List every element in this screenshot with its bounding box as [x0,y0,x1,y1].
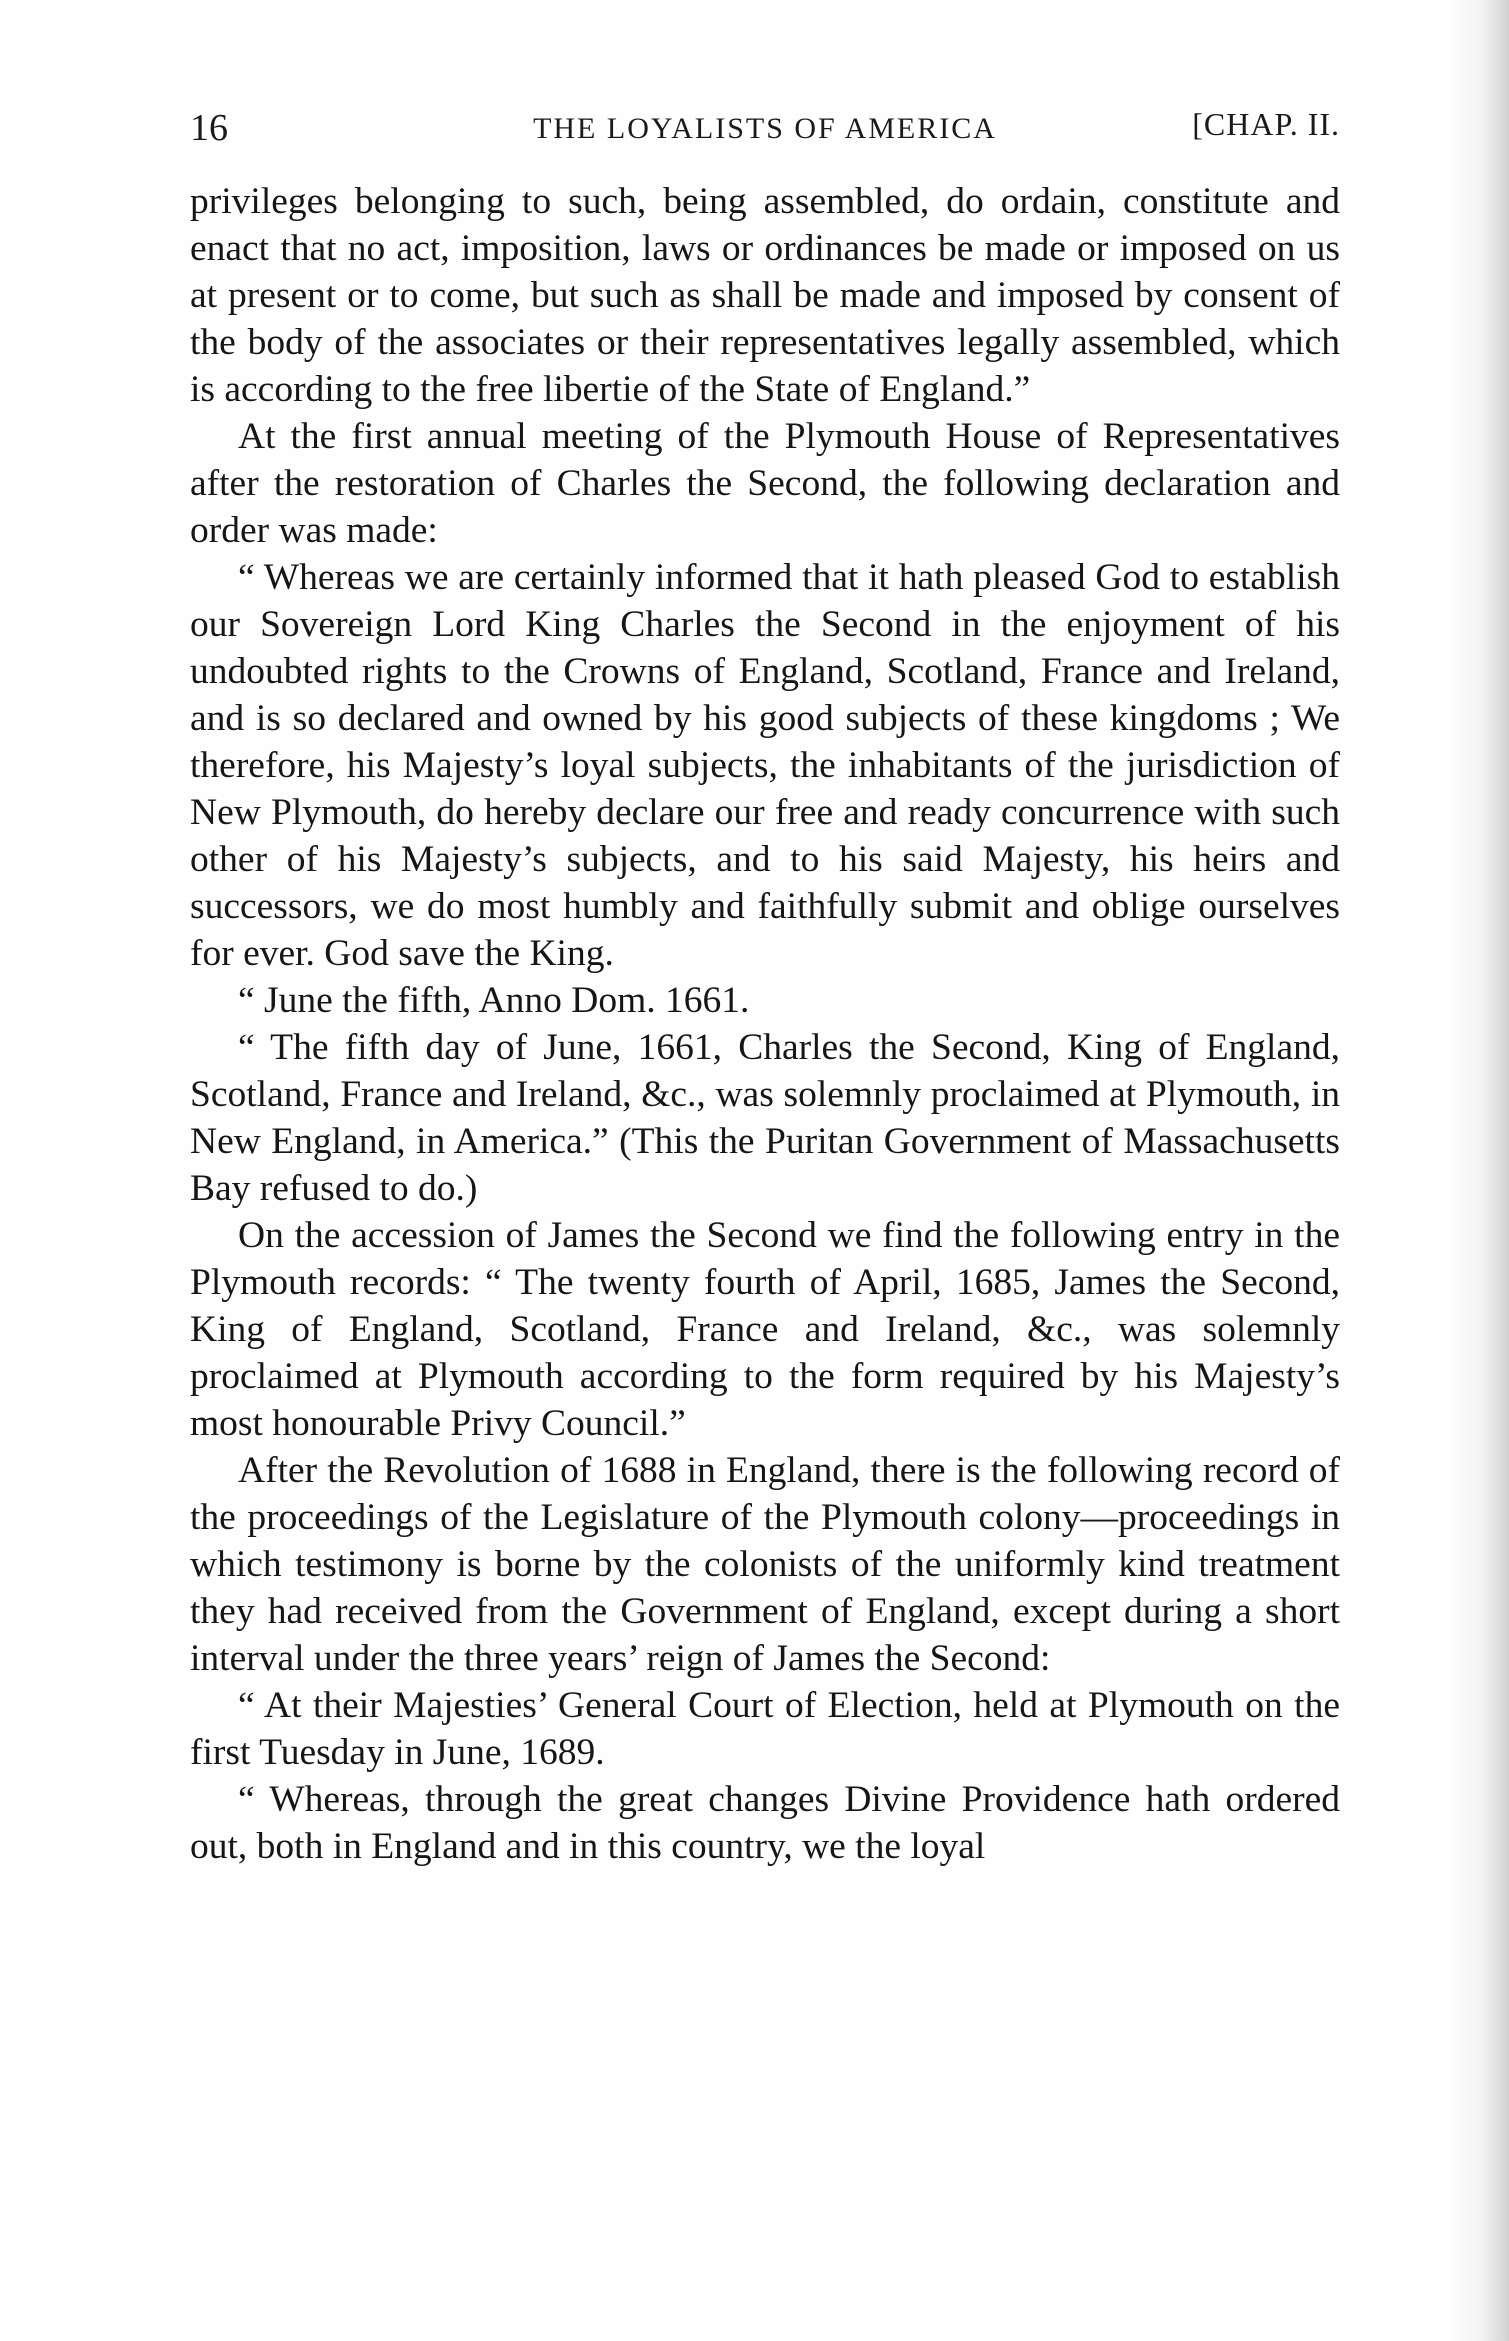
paragraph-whereas-providence: “ Whereas, through the great changes Divine Providence hath ordered out, both in England and in this country, we the loyal [190,1779,1340,1867]
paragraph-date-1661: “ June the fifth, Anno Dom. 1661. [238,980,750,1021]
chapter-marker: [CHAP. II. [1192,106,1340,142]
paragraph-court-of-election: “ At their Majesties’ General Court of Election, held at Plymouth on the first Tuesday in June, 1689. [190,1685,1340,1773]
running-title: THE LOYALISTS OF AMERICA [533,112,997,145]
paragraph-plymouth-meeting: At the first annual meeting of the Plymouth House of Representatives after the restoration of Charles the Second, the following declaration and order was made: [190,416,1340,551]
body-text [190,178,1340,1870]
paragraph-proclamation-1661: “ The fifth day of June, 1661, Charles the Second, King of England, Scotland, France and Ireland, &c., was solemnly proclaimed at Plymouth, in New England, in America.” (This the Puritan Government of Massachusetts Bay refused to do.) [190,1027,1340,1209]
paragraph-continuation: privileges belonging to such, being assembled, do ordain, constitute and enact that no act, imposition, laws or ordinances be made or imposed on us at present or to come, but such as shall be made and imposed by consent of the body of the associates or their representatives legally assembled, which is according to the free libertie of the State of England.” [190,181,1340,410]
paragraph-declaration: “ Whereas we are certainly informed that it hath pleased God to establish our Sovereign Lord King Charles the Second in the enjoyment of his undoubted rights to the Crowns of England, Scotland, France and Ireland, and is so declared and owned by his good subjects of these kingdoms ; We therefore, his Majesty’s loyal subjects, the inhabitants of the jurisdiction of New Plymouth, do hereby declare our free and ready concurrence with such other of his Majesty’s subjects, and to his said Majesty, his heirs and successors, we do most humbly and faithfully submit and oblige ourselves for ever. God save the King. [190,557,1340,974]
paragraph-james-accession: On the accession of James the Second we find the following entry in the Plymouth records: “ The twenty fourth of April, 1685, James the Second, King of England, Scotland, France and Ireland, &c., was solemnly proclaimed at Plymouth according to the form required by his Majesty’s most honourable Privy Council.” [190,1215,1340,1444]
paragraph-revolution-1688: After the Revolution of 1688 in England, there is the following record of the proceedings of the Legislature of the Plymouth colony—proceedings in which testimony is borne by the colonists of the uniformly kind treatment they had received from the Government of England, except during a short interval under the three years’ reign of James the Second: [190,1450,1340,1679]
page-number: 16 [190,107,228,149]
running-header [190,100,1340,160]
page-edge-shadow [1449,0,1509,2341]
